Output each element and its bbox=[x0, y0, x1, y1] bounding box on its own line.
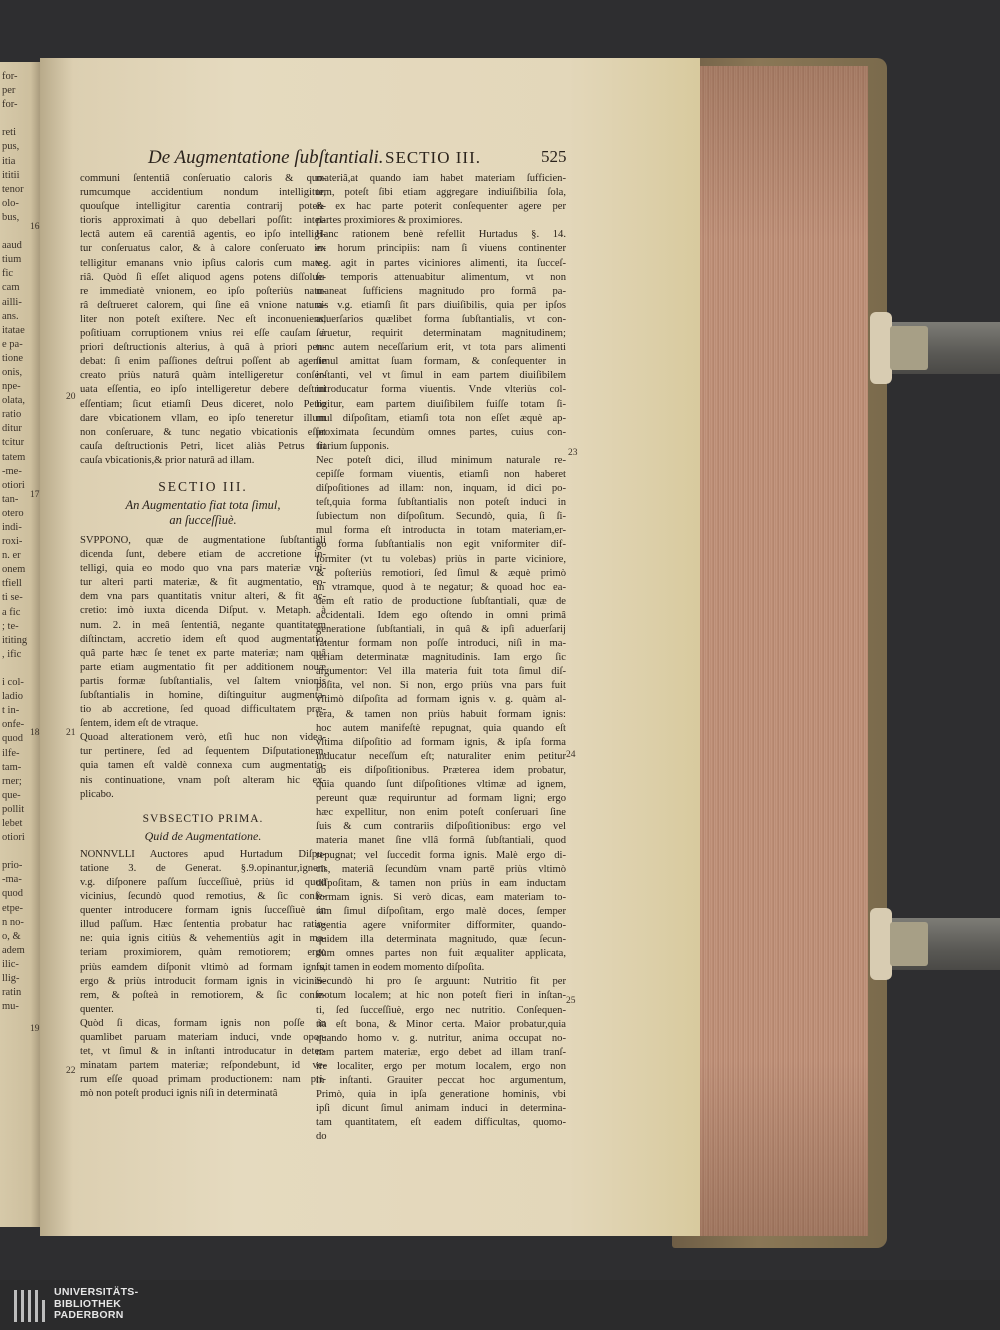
text-line: telligi, quia eo modo quo vna pars materiæ vni- bbox=[80, 563, 326, 575]
left-fragment-line: ditur bbox=[2, 423, 22, 435]
left-fragment-line: -ma- bbox=[2, 874, 22, 886]
left-fragment-line: tenor bbox=[2, 183, 24, 195]
text-line: teriam proximiorem, quàm remotiorem; ergo bbox=[80, 947, 326, 959]
text-line: trarium ſupponis. bbox=[316, 440, 389, 452]
left-fragment-line: itatae bbox=[2, 324, 25, 336]
left-margin-number-19: 19 bbox=[30, 1024, 40, 1034]
text-line: ti, ſed ſucceſſiuè, ergo nec nutritio. Conſequen- bbox=[316, 1004, 566, 1016]
left-fragment-line: prio- bbox=[2, 860, 23, 872]
text-line: cretio: imò iuxta dicenda Diſput. v. Metaph. à bbox=[80, 605, 326, 617]
left-column bbox=[80, 172, 326, 1101]
left-fragment-line: ratio bbox=[2, 409, 22, 421]
text-line: poſitiuam corruptionem vnius rei eſſe cauſam à bbox=[80, 328, 326, 340]
text-line: ſu temporis attenuabitur alimentum, vt non bbox=[316, 271, 566, 283]
text-line: dare vbicationem vllam, eo ipſo teneretur illum bbox=[80, 412, 326, 424]
left-fragment-line: bus, bbox=[2, 211, 20, 223]
text-line: eſſentiam; ſicut etiamſi Deus diceret, nolo Petro bbox=[80, 398, 326, 410]
text-line: communi ſententiâ conſeruatio caloris & quo- bbox=[80, 173, 326, 184]
left-fragment-line: ladio bbox=[2, 691, 23, 703]
left-margin-number-18: 18 bbox=[30, 728, 40, 738]
text-line: lectâ autem eâ carentiâ agentis, eo ipſo intelligi- bbox=[80, 229, 326, 241]
text-line: quenter introducere formam ignis ſucceſſiuè in bbox=[80, 905, 326, 917]
left-fragment-line: tan- bbox=[2, 493, 19, 505]
text-line: tam quantitatem, eſt eadem difficultas, quomo- bbox=[316, 1117, 566, 1129]
text-line: tatione 3. de Generat. §.9.opinantur,ignem bbox=[80, 862, 326, 874]
left-fragment-line: quod bbox=[2, 733, 23, 745]
text-line: re immediatè vnionem, eo ipſo poſteriùs natu- bbox=[80, 285, 326, 297]
left-fragment-line: quod bbox=[2, 888, 23, 900]
text-line: priori deſtructionis alterius, à quâ à priori pen- bbox=[80, 342, 326, 354]
margin-number-24: 24 bbox=[566, 750, 576, 760]
subsection-heading: SVBSECTIO PRIMA. bbox=[142, 812, 264, 825]
left-fragment-line: ans. bbox=[2, 310, 19, 322]
text-line: maneat ſufficiens magnitudo pro formâ pa- bbox=[316, 285, 566, 297]
left-fragment-line: pollit bbox=[2, 803, 25, 815]
text-line: vicinius, ſecundò quod remotius, & ſic conſe- bbox=[80, 891, 326, 903]
text-line: diſpoſitam, & tamen non priùs in eam inductam bbox=[316, 877, 566, 889]
left-fragment-line: -me- bbox=[2, 465, 22, 477]
text-line: riâ. Quòd ſi eſſet aliquod agens potens diſſolue- bbox=[80, 271, 326, 283]
left-fragment-line: etpe- bbox=[2, 902, 23, 914]
text-line: dem eſt ratio de productione ſubſtantiali, quæ de bbox=[316, 595, 566, 607]
left-fragment-line: ailli- bbox=[2, 296, 22, 308]
page-title: De Augmentatione ſubſtantiali. bbox=[148, 147, 384, 168]
text-line: liter non poteſt exiſtere. Nec eſt inconueniens, bbox=[80, 313, 326, 325]
text-line: & poſteriùs remotiori, ſed ſimul & æquè primò bbox=[316, 567, 566, 579]
left-fragment-line: ilic- bbox=[2, 958, 19, 970]
left-margin-number-17: 17 bbox=[30, 490, 40, 500]
text-line: Nec poteſt dici, illud minimum naturale re- bbox=[316, 454, 566, 466]
margin-number-25: 25 bbox=[566, 996, 576, 1006]
text-line: Quòd ſi dicas, formam ignis non poſſe in bbox=[80, 1017, 326, 1029]
text-line: do bbox=[316, 1131, 327, 1143]
text-line: telligitur emanans vnio ipſius caloris cum mate- bbox=[80, 257, 326, 269]
left-fragment-line: ititing bbox=[2, 634, 28, 646]
text-line: non conſeruare, & tunc negatio vbicationis eſſet bbox=[80, 426, 326, 438]
text-line: hoc autem manifeſtè repugnat, quia quando eſt bbox=[316, 722, 566, 734]
left-fragment-line: t in- bbox=[2, 705, 20, 717]
section-question-1: An Augmentatio fiat tota ſimul, bbox=[125, 497, 281, 512]
text-line: inducatur neceſſum eſt; naturaliter enim petitur bbox=[316, 750, 566, 762]
text-line: creato priùs naturâ quàm intelligeretur conſer- bbox=[80, 370, 326, 382]
text-line: râ deſtrueret calorem, qui ſine eâ vnione natura- bbox=[80, 299, 326, 311]
text-line: hæc expellitur, non enim poteſt conſeruari ſine bbox=[316, 807, 566, 819]
text-line: quâ parte hæc ſe tenet ex parte materiæ; nam quâ bbox=[80, 647, 326, 659]
left-fragment-line: e pa- bbox=[2, 338, 23, 350]
text-line: rem, & poſteà in remotiorem, & ſic conſe- bbox=[80, 989, 326, 1001]
text-line: uata eſſentia, eo ipſo intelligeretur debere deſtrui bbox=[80, 384, 326, 396]
left-fragment-line: ilfe- bbox=[2, 747, 20, 759]
section-heading: SECTIO III. bbox=[158, 478, 248, 494]
logo-line-3: PADERBORN bbox=[54, 1309, 124, 1321]
page-edges bbox=[690, 66, 868, 1236]
left-fragment-line: ti se- bbox=[2, 592, 23, 604]
text-line: quando homo v. g. nutritur, anima occupat no- bbox=[316, 1032, 566, 1044]
left-fragment-line: i col- bbox=[2, 677, 24, 689]
left-fragment-line: , ific bbox=[2, 648, 22, 660]
text-line: diſtinctam, accretio idem eſt quod augmentatio, bbox=[80, 633, 326, 645]
left-fragment-line: ratin bbox=[2, 987, 22, 999]
text-line: tera, & tamen non priùs habuit formam ignis: bbox=[316, 708, 566, 720]
left-fragment-line: onis, bbox=[2, 366, 23, 378]
text-line: vltima diſpoſitio ad formam ignis, & ipſa forma bbox=[316, 736, 566, 748]
text-line: ergo & priùs introducit formam ignis in vicinio- bbox=[80, 975, 326, 987]
text-line: tur pertinere, ſed ad ſequentem Diſputationem, bbox=[80, 746, 326, 758]
text-line: plicabo. bbox=[80, 788, 114, 800]
text-line: rum eſſe quoad primam productionem: nam pri- bbox=[80, 1074, 326, 1086]
text-line: ipſi dicunt ſimul animam induci in determina- bbox=[316, 1103, 566, 1115]
text-line: illud paſſum. Hæc ſententia probatur hac ratio- bbox=[80, 919, 326, 931]
text-line: diſpoſitiones ad illam: non, inquam, id dici po- bbox=[316, 483, 566, 495]
logo-line-1: UNIVERSITÄTS- bbox=[54, 1286, 139, 1298]
text-line: v.g. agit in partes viciniores alimenti, ita ſucceſ- bbox=[316, 257, 566, 269]
left-page-text bbox=[2, 70, 42, 1014]
page-number: 525 bbox=[541, 147, 567, 166]
text-line: repugnat; vel ſuccedit forma ignis. Malè ergo di- bbox=[316, 849, 566, 861]
text-line: num. 2. in meâ ſententiâ, negante quantitatem bbox=[80, 619, 326, 631]
text-line: tur alteri parti materiæ, & fit augmentatio, eo- bbox=[80, 577, 326, 589]
text-line: debat: ſi enim paſſiones deſtrui poſſent ab agente bbox=[80, 356, 326, 368]
subsection-body bbox=[80, 848, 326, 1102]
text-line: tem, poteſt ſibi etiam aggregare indiuiſibilia ſola, bbox=[316, 187, 566, 199]
text-line: Quoad alterationem verò, etſi huc non videa- bbox=[80, 732, 326, 744]
text-line: materia manet ſine vllâ formâ ſubſtantiali, quod bbox=[316, 835, 566, 847]
margin-number-23: 23 bbox=[568, 448, 578, 458]
left-fragment-line: tfiell bbox=[2, 578, 22, 590]
left-fragment-line: onem bbox=[2, 564, 26, 576]
text-line: ſentem, idem eſt de vtraque. bbox=[80, 718, 199, 730]
text-line: Secundò hi pro ſe arguunt: Nutritio fit per bbox=[316, 976, 566, 988]
text-line: NONNVLLI Auctores apud Hurtadum Diſpu- bbox=[80, 848, 326, 860]
text-line: fuit tamen in eodem momento diſpoſita. bbox=[316, 962, 485, 974]
left-fragment-line: a fic bbox=[2, 606, 21, 618]
text-line: quenter. bbox=[80, 1003, 114, 1015]
text-line: v.g. diſponere paſſum ſucceſſiuè, priùs id quod bbox=[80, 876, 326, 888]
text-line: tia eſt bona, & Minor certa. Maior probatur,quia bbox=[316, 1018, 566, 1030]
text-line: fatentur formam non poſſe introduci, niſi in ma- bbox=[316, 638, 566, 650]
text-line: quia tamen eſt valdè connexa cum augmentatio- bbox=[80, 760, 326, 772]
text-line: vltimò diſpoſita ad formam ignis v. g. quàm al- bbox=[316, 694, 566, 706]
text-line: go forma ſubſtantialis non egit vniformiter dif- bbox=[316, 539, 566, 551]
text-line: formam ignis. Si verò dicas, eam materiam to- bbox=[316, 891, 566, 903]
text-line: ſeruetur, requirit determinatam magnitudinem; bbox=[316, 328, 566, 340]
library-logo-text bbox=[54, 1287, 138, 1322]
left-fragment-line: olo- bbox=[2, 197, 19, 209]
left-fragment-line: tatem bbox=[2, 451, 26, 463]
text-line: quouſque intelligitur carentia contrarij poten- bbox=[80, 201, 326, 213]
text-line: Primò, quia in ipſa generatione hominis, vbi bbox=[316, 1089, 566, 1101]
text-line: SVPPONO, quæ de augmentatione ſubſtantiali bbox=[80, 534, 326, 546]
text-line: in vtramque, quod à te negatur; & quoad hoc ea- bbox=[316, 581, 566, 593]
text-line: priùs eamdem diſponit vltimò ad formam ignis, bbox=[80, 961, 326, 973]
text-line: materiâ,at quando iam habet materiam ſufficien- bbox=[316, 173, 566, 184]
text-line: partes proximiores & proximiores. bbox=[316, 215, 463, 227]
text-line: dicenda ſunt, debere etiam de accretione in- bbox=[80, 549, 326, 561]
subsection-question: Quid de Augmentatione. bbox=[144, 828, 262, 843]
left-fragment-line: tcitur bbox=[2, 437, 25, 449]
text-line: mò non poteſt produci ignis niſi in determinatâ bbox=[80, 1088, 278, 1100]
left-column-text bbox=[80, 172, 326, 468]
text-line: accidentali. Idem ego oſtendo in omni primâ bbox=[316, 609, 566, 621]
text-line: tio ab accretione, ſed quoad difficultatem præ- bbox=[80, 704, 326, 716]
book-clasp-upper bbox=[878, 322, 1000, 374]
text-line: Hanc rationem benè refellit Hurtadus §. 14. bbox=[316, 229, 566, 241]
text-line: quidem illa determinata magnitudo, quæ ſecun- bbox=[316, 934, 566, 946]
left-fragment-line: llig- bbox=[2, 973, 20, 984]
text-line: formiter (vt tu volebas) priùs in parte viciniore, bbox=[316, 553, 566, 565]
margin-number-20: 20 bbox=[66, 392, 76, 402]
left-fragment-line: n. er bbox=[2, 550, 21, 562]
left-fragment-line bbox=[2, 662, 42, 676]
text-line: cauſa deſtructionis Petri, licet aliàs Petrus ſit bbox=[80, 440, 326, 452]
text-line: ab eis diſpoſitionibus. Præterea idem probatur, bbox=[316, 764, 566, 776]
section-body bbox=[80, 534, 326, 802]
left-fragment-line: tione bbox=[2, 352, 23, 364]
text-line: ſuis & cum contrariis diſpoſitionibus: ergo vel bbox=[316, 821, 566, 833]
text-line: introducatur forma viuentis. Vnde vlteriùs col- bbox=[316, 384, 566, 396]
margin-number-21: 21 bbox=[66, 728, 76, 738]
left-fragment-line: reti bbox=[2, 127, 16, 139]
left-fragment-line: ititii bbox=[2, 169, 20, 181]
text-line: ire localiter, ergo per motum localem, ergo non bbox=[316, 1060, 566, 1072]
text-line: teriam determinatæ magnitudinis. Iam ergo ſic bbox=[316, 652, 566, 664]
text-line: minatam partem materiæ; reſpondebunt, id ve- bbox=[80, 1060, 326, 1072]
text-line: mul diſpoſitam, etiamſi tota non eſſet æquè ap- bbox=[316, 412, 566, 424]
left-fragment-line: mu- bbox=[2, 1001, 19, 1013]
right-column bbox=[316, 172, 566, 1144]
logo-line-2: BIBLIOTHEK bbox=[54, 1297, 122, 1310]
running-header bbox=[148, 147, 568, 173]
left-fragment-line: otero bbox=[2, 507, 24, 519]
text-line: proximata ſecundùm omnes partes, cuius con- bbox=[316, 426, 566, 438]
left-page-fragment bbox=[0, 62, 44, 1227]
text-line: agentia agere vniformiter difformiter, quando- bbox=[316, 919, 566, 931]
left-fragment-line: npe- bbox=[2, 381, 21, 393]
text-line: ſubiectum non diſpoſitum. Secundò, quia, ſi ſi- bbox=[316, 511, 566, 523]
left-fragment-line: lebet bbox=[2, 817, 23, 829]
text-line: nis continuatione, vnam poſt alteram hic ex- bbox=[80, 774, 326, 786]
text-line: in inſtanti. Grauiter peccat hoc argumentum, bbox=[316, 1075, 566, 1086]
left-fragment-line: que- bbox=[2, 789, 21, 801]
left-margin-number-16: 16 bbox=[30, 222, 40, 232]
left-fragment-line: per bbox=[2, 85, 16, 97]
text-line: cepiſſe formam viuentis, etiamſi non haberet bbox=[316, 468, 566, 480]
text-line: quia quando ſunt diſpoſitiones vltimæ ad ignem, bbox=[316, 779, 566, 791]
text-line: dem vna pars quantitatis vnitur alteri, & fit ac- bbox=[80, 591, 326, 603]
right-column-text bbox=[316, 172, 566, 1144]
text-line: parte etiam augmentatio fit per additionem nouæ bbox=[80, 661, 326, 673]
left-fragment-line: otiori bbox=[2, 832, 25, 844]
left-fragment-line: for- bbox=[2, 71, 18, 82]
text-line: argumentor: Vel illa materia fuit tota ſimul diſ- bbox=[316, 666, 566, 678]
text-line: ſubſtantialis in homine, diſtinguitur augmenta- bbox=[80, 690, 326, 701]
text-line: & ex hac parte poterit conſequenter agere per bbox=[316, 201, 566, 213]
text-line: aduerſarios quælibet forma ſubſtantialis, vt con- bbox=[316, 313, 566, 325]
text-line: inſtanti, vel vt ſimul in eam partem diuiſibilem bbox=[316, 370, 566, 382]
left-fragment-line: itia bbox=[2, 155, 16, 167]
left-fragment-line: otiori bbox=[2, 479, 25, 491]
left-fragment-line: for- bbox=[2, 99, 18, 111]
left-fragment-line: tium bbox=[2, 254, 22, 266]
text-line: pereunt quæ requiruntur ad formam ligni; ergo bbox=[316, 793, 566, 805]
left-fragment-line: indi- bbox=[2, 522, 22, 533]
text-line: rumcumque accidentium nondum intelligitur, bbox=[80, 187, 326, 199]
text-line: mul forma eſt introducta in totam materiam,er- bbox=[316, 525, 566, 537]
text-line: dùm omnes partes non fuit æqualiter applicata, bbox=[316, 948, 566, 960]
left-fragment-line: o, & bbox=[2, 930, 21, 942]
book-clasp-lower bbox=[878, 918, 1000, 970]
text-line: ne: quia ignis citiùs & vehementiùs agit in ma- bbox=[80, 933, 326, 945]
text-line: poſita, vel non. Si non, ergo priùs vna pars fuit bbox=[316, 680, 566, 692]
left-fragment-line: adem bbox=[2, 944, 25, 956]
left-fragment-line: onfe- bbox=[2, 719, 25, 731]
text-line: nam partem materiæ, ergo debet ad illam tranſ- bbox=[316, 1046, 566, 1058]
text-line: motum localem; at hic non poteſt fieri in inſtan- bbox=[316, 990, 566, 1002]
left-fragment-line: aaud bbox=[2, 240, 22, 252]
text-line: ſimul amittat ſuam formam, & conſequenter in bbox=[316, 356, 566, 368]
left-fragment-line: rner; bbox=[2, 775, 22, 787]
library-footer bbox=[0, 1280, 1000, 1330]
left-fragment-line: roxi- bbox=[2, 536, 23, 548]
text-line: cis, materiâ ſecundùm vnam partē priùs vltimò bbox=[316, 863, 566, 875]
left-fragment-line: olata, bbox=[2, 395, 26, 407]
left-fragment-line bbox=[2, 112, 42, 126]
text-line: ex horum principiis: nam ſi viuens continenter bbox=[316, 243, 566, 255]
text-line: tunc autem neceſſarium erit, vt tota pars alimenti bbox=[316, 342, 566, 354]
text-line: tur conſeruatus calor, & à calore conſeruato in- bbox=[80, 243, 326, 255]
text-line: quamlibet paruam materiam induci, vnde opor- bbox=[80, 1031, 326, 1043]
text-line: tioris approximati à quo debellari poſſit: intel- bbox=[80, 215, 326, 227]
text-line: tet, vt ſimul & in inſtanti introducatur in deter- bbox=[80, 1046, 326, 1058]
margin-number-22: 22 bbox=[66, 1066, 76, 1076]
text-line: tam ſimul diſpoſitam, ergo malè doces, ſemper bbox=[316, 905, 566, 917]
text-line: teſt,quia forma ſubſtantialis non poteſt induci in bbox=[316, 497, 566, 509]
left-fragment-line: n no- bbox=[2, 916, 24, 928]
left-fragment-line bbox=[2, 845, 42, 859]
text-line: partis formæ ſubſtantialis, vel ſaltem vnionis bbox=[80, 675, 326, 687]
header-section: SECTIO III. bbox=[385, 148, 481, 167]
left-fragment-line: cam bbox=[2, 282, 20, 294]
left-fragment-line: pus, bbox=[2, 141, 20, 153]
text-line: cauſa vbicationis,& prior naturâ ad illam. bbox=[80, 454, 255, 466]
library-logo-icon bbox=[14, 1290, 48, 1322]
text-line: generatione ſubſtantiali, in quâ & ipſi aduerſarij bbox=[316, 624, 566, 635]
left-fragment-line: ; te- bbox=[2, 620, 19, 632]
left-fragment-line: tam- bbox=[2, 761, 22, 773]
text-line: nis v.g. etiamſi ſit pars diuiſibilis, quia per ipſos bbox=[316, 299, 566, 311]
section-question-2: an ſucceſſiuè. bbox=[169, 512, 237, 527]
left-fragment-line: fic bbox=[2, 268, 14, 280]
text-line: ligitur, eam partem diuiſibilem fuiſſe totam ſi- bbox=[316, 398, 566, 410]
